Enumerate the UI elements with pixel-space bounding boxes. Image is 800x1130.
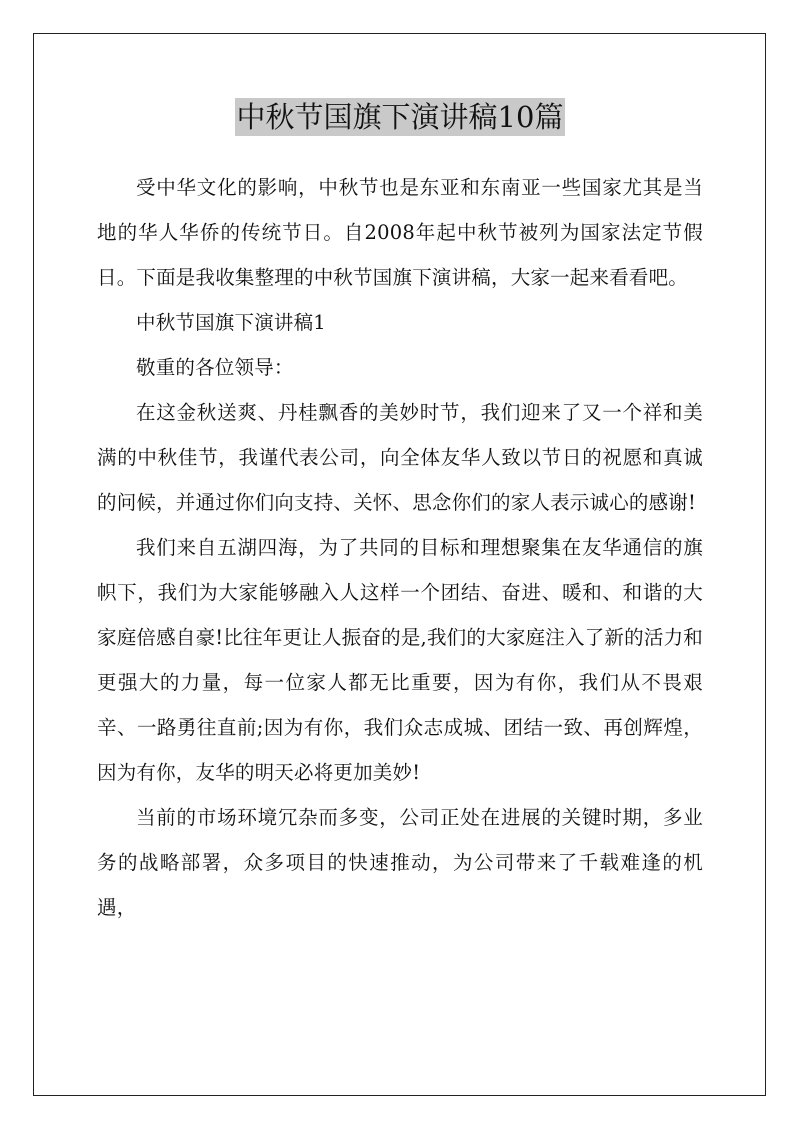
body-paragraph: 当前的市场环境冗杂而多变，公司正处在进展的关键时期，多业务的战略部署，众多项目的快速推动，为公司带来了千载难逢的机遇， [97,806,703,919]
salutation: 敬重的各位领导： [136,356,294,379]
intro-paragraph: 受中华文化的影响，中秋节也是东亚和东南亚一些国家尤其是当地的华人华侨的传统节日。自2008年起中秋节被列为国家法定节假日。下面是我收集整理的中秋节国旗下演讲稿，大家一起来看看吧。 [97,176,703,289]
body-paragraph: 在这金秋送爽、丹桂飘香的美妙时节，我们迎来了又一个祥和美满的中秋佳节，我谨代表公司，向全体友华人致以节日的祝愿和真诚的问候，并通过你们向支持、关怀、思念你们的家人表示诚心的感谢! [97,401,703,514]
document-title: 中秋节国旗下演讲稿10篇 [236,100,564,134]
body-paragraph: 我们来自五湖四海，为了共同的目标和理想聚集在友华通信的旗帜下，我们为大家能够融入人这样一个团结、奋进、暖和、和谐的大家庭倍感自豪!比往年更让人振奋的是,我们的大家庭注入了新的活力和更强大的力量，每一位家人都无比重要，因为有你，我们从不畏艰辛、一路勇往直前;因为有你，我们众志成城、团结一致、再创辉煌，因为有你，友华的明天必将更加美妙! [97,536,703,784]
speech-heading: 中秋节国旗下演讲稿1 [136,311,326,334]
title-container [0,98,800,136]
document-body [97,165,703,930]
